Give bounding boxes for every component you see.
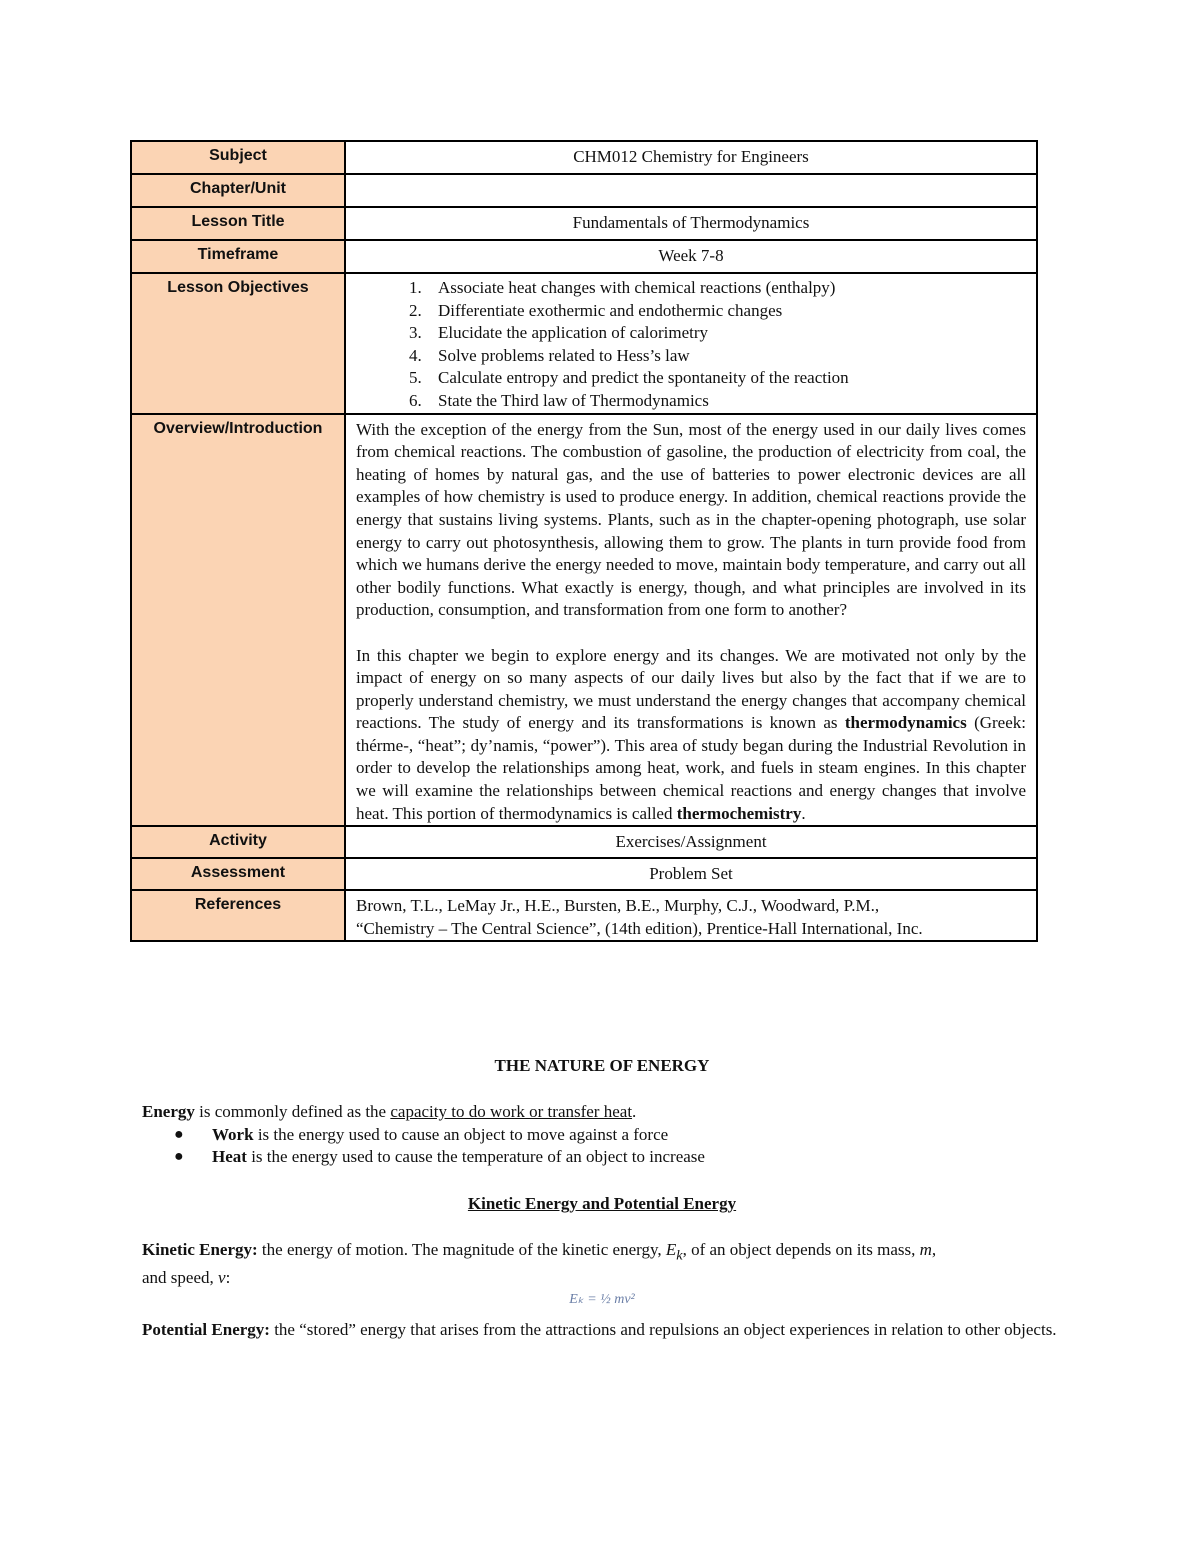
pe-text: the “stored” energy that arises from the attractions and repulsions an object experiences in relation to other objects. bbox=[269, 1320, 1057, 1340]
chapter-value bbox=[345, 174, 1037, 207]
row-subject bbox=[131, 141, 1037, 174]
activity-label: Activity bbox=[131, 826, 345, 858]
references-cell bbox=[345, 890, 1037, 941]
energy-term: Energy bbox=[142, 1102, 195, 1121]
objective-item: 2. Differentiate exothermic and endothermic changes bbox=[426, 300, 1026, 323]
energy-definition bbox=[142, 1101, 1062, 1124]
lesson-title-label: Lesson Title bbox=[131, 207, 345, 240]
potential-energy-definition bbox=[142, 1319, 1062, 1342]
reference-line: “Chemistry – The Central Science”, (14th edition), Prentice-Hall International, Inc. bbox=[356, 918, 923, 938]
row-assessment bbox=[131, 858, 1037, 890]
bullet-item bbox=[174, 1146, 1062, 1169]
overview-cell bbox=[345, 414, 1037, 827]
ke-text: the energy of motion. The magnitude of the kinetic energy, bbox=[257, 1239, 666, 1259]
bullet-term: Work bbox=[212, 1124, 254, 1144]
objective-item: 1. Associate heat changes with chemical reactions (enthalpy) bbox=[426, 277, 1026, 300]
objective-item: 4. Solve problems related to Hess’s law bbox=[426, 345, 1026, 368]
ke-text: , bbox=[931, 1239, 937, 1259]
lesson-title-value: Fundamentals of Thermodynamics bbox=[345, 207, 1037, 240]
row-activity bbox=[131, 826, 1037, 858]
energy-text: . bbox=[632, 1102, 637, 1121]
assessment-value: Problem Set bbox=[345, 858, 1037, 890]
potential-energy-term: Potential Energy: bbox=[142, 1320, 270, 1340]
thermodynamics-term: thermodynamics bbox=[844, 713, 967, 733]
row-objectives bbox=[131, 273, 1037, 414]
bullet-icon: ● bbox=[174, 1148, 184, 1166]
ke-subscript: k bbox=[676, 1247, 683, 1264]
ke-symbol: E bbox=[665, 1239, 677, 1259]
ke-text: , of an object depends on its mass, bbox=[682, 1239, 920, 1259]
subject-value: CHM012 Chemistry for Engineers bbox=[345, 141, 1037, 174]
objective-item: 5. Calculate entropy and predict the spontaneity of the reaction bbox=[426, 367, 1026, 390]
speed-symbol: v bbox=[218, 1267, 226, 1287]
section-body bbox=[142, 1055, 1062, 1342]
bullet-text: is the energy used to cause the temperature of an object to increase bbox=[246, 1147, 705, 1167]
subheading: Kinetic Energy and Potential Energy bbox=[467, 1193, 737, 1213]
ke-text: and speed, bbox=[142, 1267, 219, 1287]
row-lesson-title bbox=[131, 207, 1037, 240]
lesson-info-table bbox=[130, 140, 1038, 942]
energy-bullets bbox=[142, 1124, 1062, 1169]
subject-label: Subject bbox=[131, 141, 345, 174]
row-overview bbox=[131, 414, 1037, 827]
bullet-item bbox=[174, 1124, 1062, 1147]
timeframe-label: Timeframe bbox=[131, 240, 345, 273]
activity-value: Exercises/Assignment bbox=[345, 826, 1037, 858]
overview-paragraph-1: With the exception of the energy from the Sun, most of the energy used in our daily lives comes from chemical reactions. The combustion of gasoline, the production of electricity from coal, the heating of homes by natural gas, and the use of batteries to power electronic devices are all examples of how chemistry is used to produce energy. In addition, chemical reactions provide the energy that sustains living systems. Plants, such as in the chapter-opening photograph, use solar energy to carry out photosynthesis, allowing them to grow. The plants in turn provide food from which we humans derive the energy needed to move, maintain body temperature, and carry out all other bodily functions. What exactly is energy, though, and what principles are involved in its production, consumption, and transformation from one form to another? bbox=[356, 419, 1026, 620]
assessment-label: Assessment bbox=[131, 858, 345, 890]
overview-text: . bbox=[801, 803, 806, 823]
bullet-text: is the energy used to cause an object to move against a force bbox=[253, 1124, 669, 1144]
timeframe-value: Week 7-8 bbox=[345, 240, 1037, 273]
objective-item: 3. Elucidate the application of calorimetry bbox=[426, 322, 1026, 345]
kinetic-energy-formula: Eₖ = ½ mv² bbox=[569, 1292, 635, 1308]
kinetic-energy-term: Kinetic Energy: bbox=[142, 1239, 258, 1259]
energy-text: is commonly defined as the bbox=[194, 1102, 391, 1121]
objectives-label: Lesson Objectives bbox=[131, 273, 345, 414]
objectives-cell bbox=[345, 273, 1037, 414]
overview-text: In this chapter we begin to explore energy and its changes. We are motivated not only by the impact of energy on so many aspects of our daily lives but also by the fact that if we are to properly understand chemistry, we must understand the energy changes that accompany chemical reactions. The study of energy and its transformations is known as bbox=[356, 645, 1026, 733]
ke-text: : bbox=[225, 1267, 231, 1287]
bullet-icon: ● bbox=[174, 1125, 184, 1143]
energy-underline: capacity to do work or transfer heat bbox=[390, 1102, 633, 1121]
objective-item: 6. State the Third law of Thermodynamics bbox=[426, 390, 1026, 413]
row-chapter bbox=[131, 174, 1037, 207]
bullet-term: Heat bbox=[212, 1147, 247, 1167]
overview-paragraph-2 bbox=[356, 645, 1026, 826]
references-label: References bbox=[131, 890, 345, 941]
reference-line: Brown, T.L., LeMay Jr., H.E., Bursten, B.E., Murphy, C.J., Woodward, P.M., bbox=[356, 896, 880, 916]
row-references bbox=[131, 890, 1037, 941]
section-heading: THE NATURE OF ENERGY bbox=[494, 1056, 710, 1075]
mass-symbol: m bbox=[919, 1239, 932, 1259]
objectives-list bbox=[356, 277, 1026, 413]
overview-label: Overview/Introduction bbox=[131, 414, 345, 827]
overview-text: (Greek: thérme-, “heat”; dy’namis, “power”). This area of study began during the Industrial Revolution in order to develop the relationships among heat, work, and fuels in steam engines. In this chapter we will examine the relationships between chemical reactions and energy changes that involve heat. This portion of thermodynamics is called bbox=[356, 713, 1026, 823]
kinetic-energy-definition bbox=[142, 1239, 1062, 1290]
chapter-label: Chapter/Unit bbox=[131, 174, 345, 207]
row-timeframe bbox=[131, 240, 1037, 273]
thermochemistry-term: thermochemistry bbox=[676, 803, 802, 823]
